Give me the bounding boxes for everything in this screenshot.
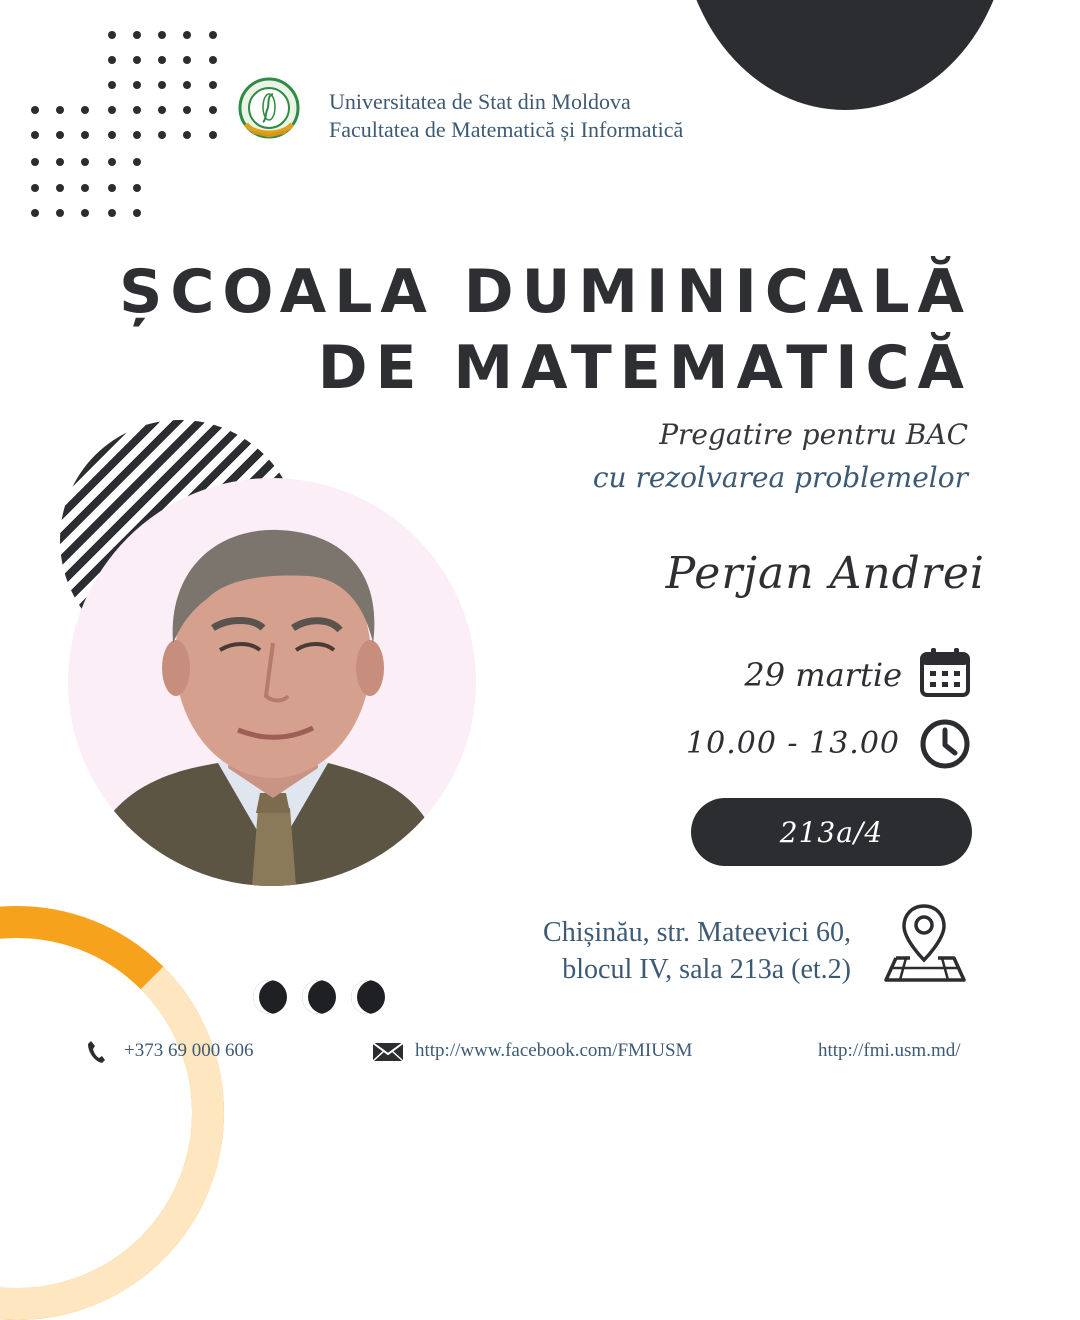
- decor-dot: [158, 81, 166, 89]
- decor-dot: [81, 106, 89, 114]
- decor-dot: [108, 209, 116, 217]
- footer-facebook-link[interactable]: http://www.facebook.com/FMIUSM: [415, 1040, 693, 1061]
- speaker-photo: [68, 478, 476, 886]
- clock-icon: [919, 718, 971, 770]
- decor-moon: [302, 980, 336, 1014]
- decor-dot: [133, 209, 141, 217]
- decor-orange-arc-pale: [0, 906, 224, 1320]
- decor-dot: [108, 158, 116, 166]
- decor-dot: [209, 106, 217, 114]
- speaker-name: Perjan Andrei: [665, 548, 985, 599]
- decor-dot: [133, 81, 141, 89]
- speaker-portrait: [68, 478, 476, 886]
- decor-dot: [56, 131, 64, 139]
- phone-icon: [86, 1040, 106, 1064]
- decor-dot: [209, 56, 217, 64]
- map-pin-icon: [882, 900, 968, 984]
- decor-dot: [133, 56, 141, 64]
- decor-dot: [56, 106, 64, 114]
- address-line2: blocul IV, sala 213a (et.2): [562, 954, 851, 985]
- decor-dot: [183, 31, 191, 39]
- decor-dot: [81, 209, 89, 217]
- decor-dot: [31, 184, 39, 192]
- decor-dot: [108, 56, 116, 64]
- decor-dot: [133, 31, 141, 39]
- page-title-line2: DE MATEMATICĂ: [317, 333, 972, 403]
- decor-dot: [158, 31, 166, 39]
- decor-dot: [81, 184, 89, 192]
- decor-dot: [56, 158, 64, 166]
- decor-dot: [183, 81, 191, 89]
- decor-dot: [31, 131, 39, 139]
- footer-phone: +373 69 000 606: [124, 1040, 254, 1061]
- decor-dot: [133, 131, 141, 139]
- decor-dot: [133, 184, 141, 192]
- decor-dot: [108, 31, 116, 39]
- subtitle-line1: Pregatire pentru BAC: [659, 418, 968, 451]
- room-badge: [691, 798, 972, 866]
- decor-dot: [31, 158, 39, 166]
- decor-dot: [108, 184, 116, 192]
- calendar-icon: [919, 648, 971, 698]
- decor-dot: [108, 131, 116, 139]
- decor-dot: [81, 131, 89, 139]
- decor-dot: [81, 158, 89, 166]
- decor-dot: [183, 56, 191, 64]
- decor-dot: [56, 184, 64, 192]
- footer-website-link[interactable]: http://fmi.usm.md/: [818, 1040, 961, 1061]
- mail-icon: [372, 1042, 404, 1062]
- decor-dot: [56, 209, 64, 217]
- page-title-line1: ȘCOALA DUMINICALĂ: [119, 257, 972, 327]
- university-name: Universitatea de Stat din Moldova: [329, 89, 631, 114]
- decor-dot: [209, 81, 217, 89]
- faculty-name: Facultatea de Matematică și Informatică: [329, 117, 684, 142]
- decor-dot: [108, 81, 116, 89]
- decor-dot: [158, 131, 166, 139]
- decor-dot: [133, 106, 141, 114]
- event-time: 10.00 - 13.00: [686, 726, 900, 761]
- decor-dot: [31, 106, 39, 114]
- decor-moon: [351, 980, 385, 1014]
- address-line1: Chișinău, str. Mateevici 60,: [543, 917, 851, 948]
- decor-dot: [209, 31, 217, 39]
- event-date: 29 martie: [744, 656, 902, 694]
- decor-top-circle: [680, 0, 1010, 110]
- decor-dot: [183, 106, 191, 114]
- decor-dot: [31, 209, 39, 217]
- decor-dot: [108, 106, 116, 114]
- faculty-logo: [236, 76, 302, 144]
- decor-moon: [253, 980, 287, 1014]
- decor-dot: [133, 158, 141, 166]
- decor-dot: [209, 131, 217, 139]
- room-number: 213a/4: [779, 815, 884, 849]
- decor-dot: [183, 131, 191, 139]
- decor-dot: [158, 56, 166, 64]
- subtitle-line2: cu rezolvarea problemelor: [592, 461, 968, 494]
- decor-dot: [158, 106, 166, 114]
